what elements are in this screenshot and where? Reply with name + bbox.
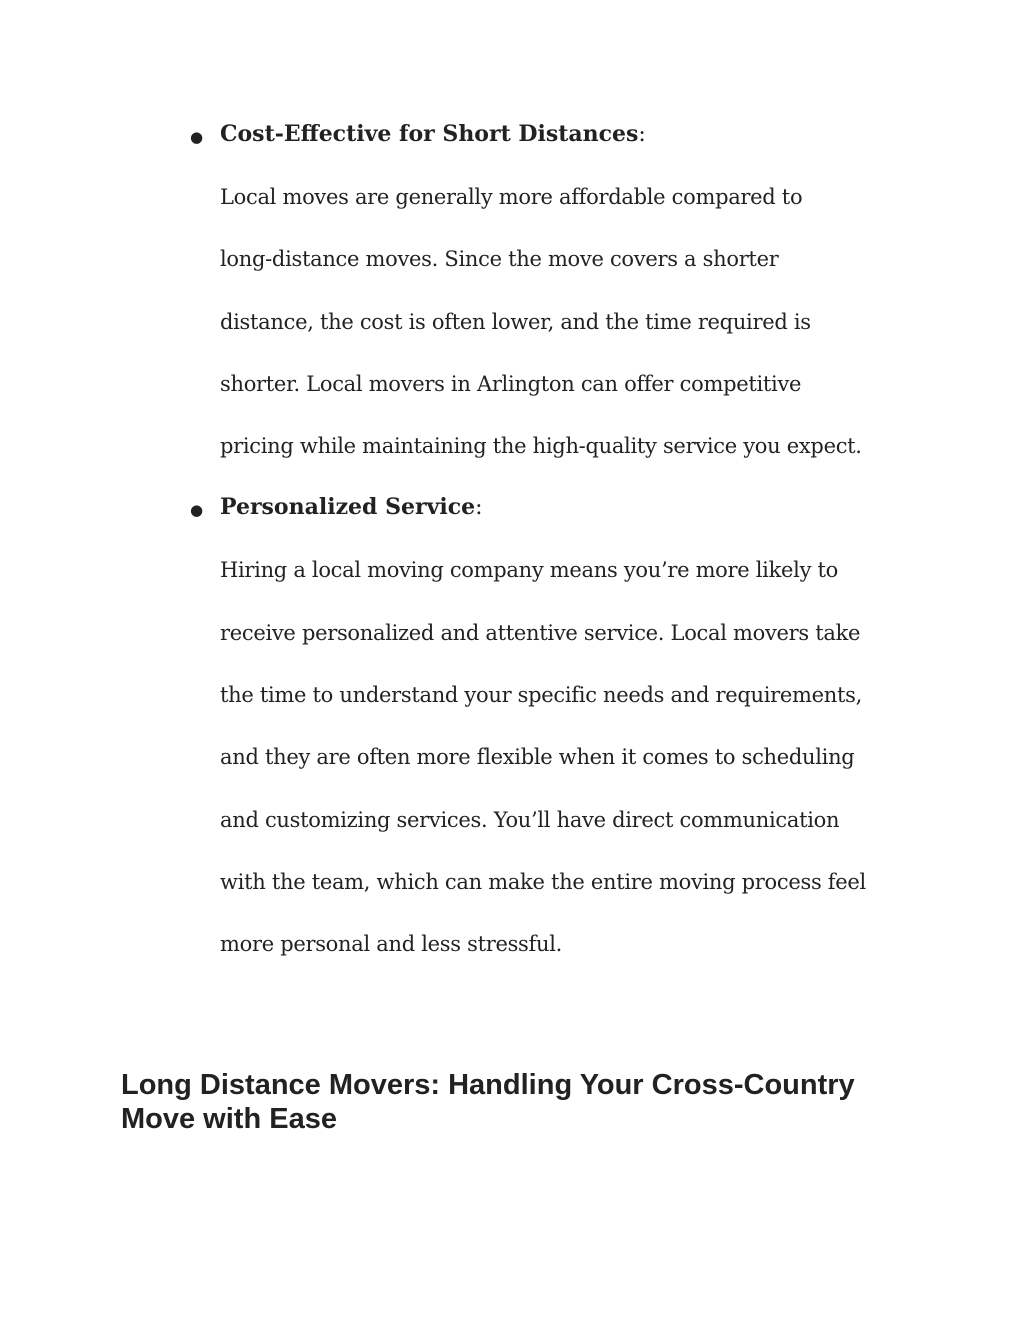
paragraph-line: long-distance moves. Since the move covers a shorter [220, 247, 779, 272]
list-item [190, 116, 920, 477]
paragraph-line: pricing while maintaining the high-quality service you expect. [220, 434, 862, 459]
paragraph-line: more personal and less stressful. [220, 932, 563, 957]
paragraph-line: and customizing services. You’ll have direct communication [220, 807, 840, 832]
item-heading [220, 116, 920, 153]
section-heading-line: Long Distance Movers: Handling Your Cross-Country [121, 1069, 855, 1101]
paragraph-line: distance, the cost is often lower, and the time required is [220, 309, 811, 334]
list-item [190, 489, 920, 975]
benefits-list [190, 116, 920, 988]
paragraph-line: with the team, which can make the entire moving process feel [220, 869, 866, 894]
item-title-suffix: : [475, 495, 483, 521]
item-title: Personalized Service [220, 494, 476, 521]
section-heading [121, 1068, 855, 1136]
item-paragraph [220, 166, 920, 477]
paragraph-line: Hiring a local moving company means you’re more likely to [220, 558, 838, 583]
paragraph-line: Local moves are generally more affordable compared to [220, 185, 803, 209]
paragraph-line: and they are often more flexible when it comes to scheduling [220, 745, 855, 770]
section-heading-line: Move with Ease [121, 1103, 337, 1135]
item-heading [220, 489, 920, 526]
item-paragraph [220, 539, 920, 975]
bullet-icon: ● [190, 128, 204, 146]
paragraph-line: shorter. Local movers in Arlington can offer competitive [220, 371, 802, 396]
bullet-icon: ● [190, 501, 204, 520]
item-title-suffix: : [638, 122, 646, 147]
paragraph-line: the time to understand your specific needs and requirements, [220, 683, 862, 708]
paragraph-line: receive personalized and attentive service. Local movers take [220, 620, 861, 645]
item-title: Cost-Effective for Short Distances [220, 121, 639, 147]
